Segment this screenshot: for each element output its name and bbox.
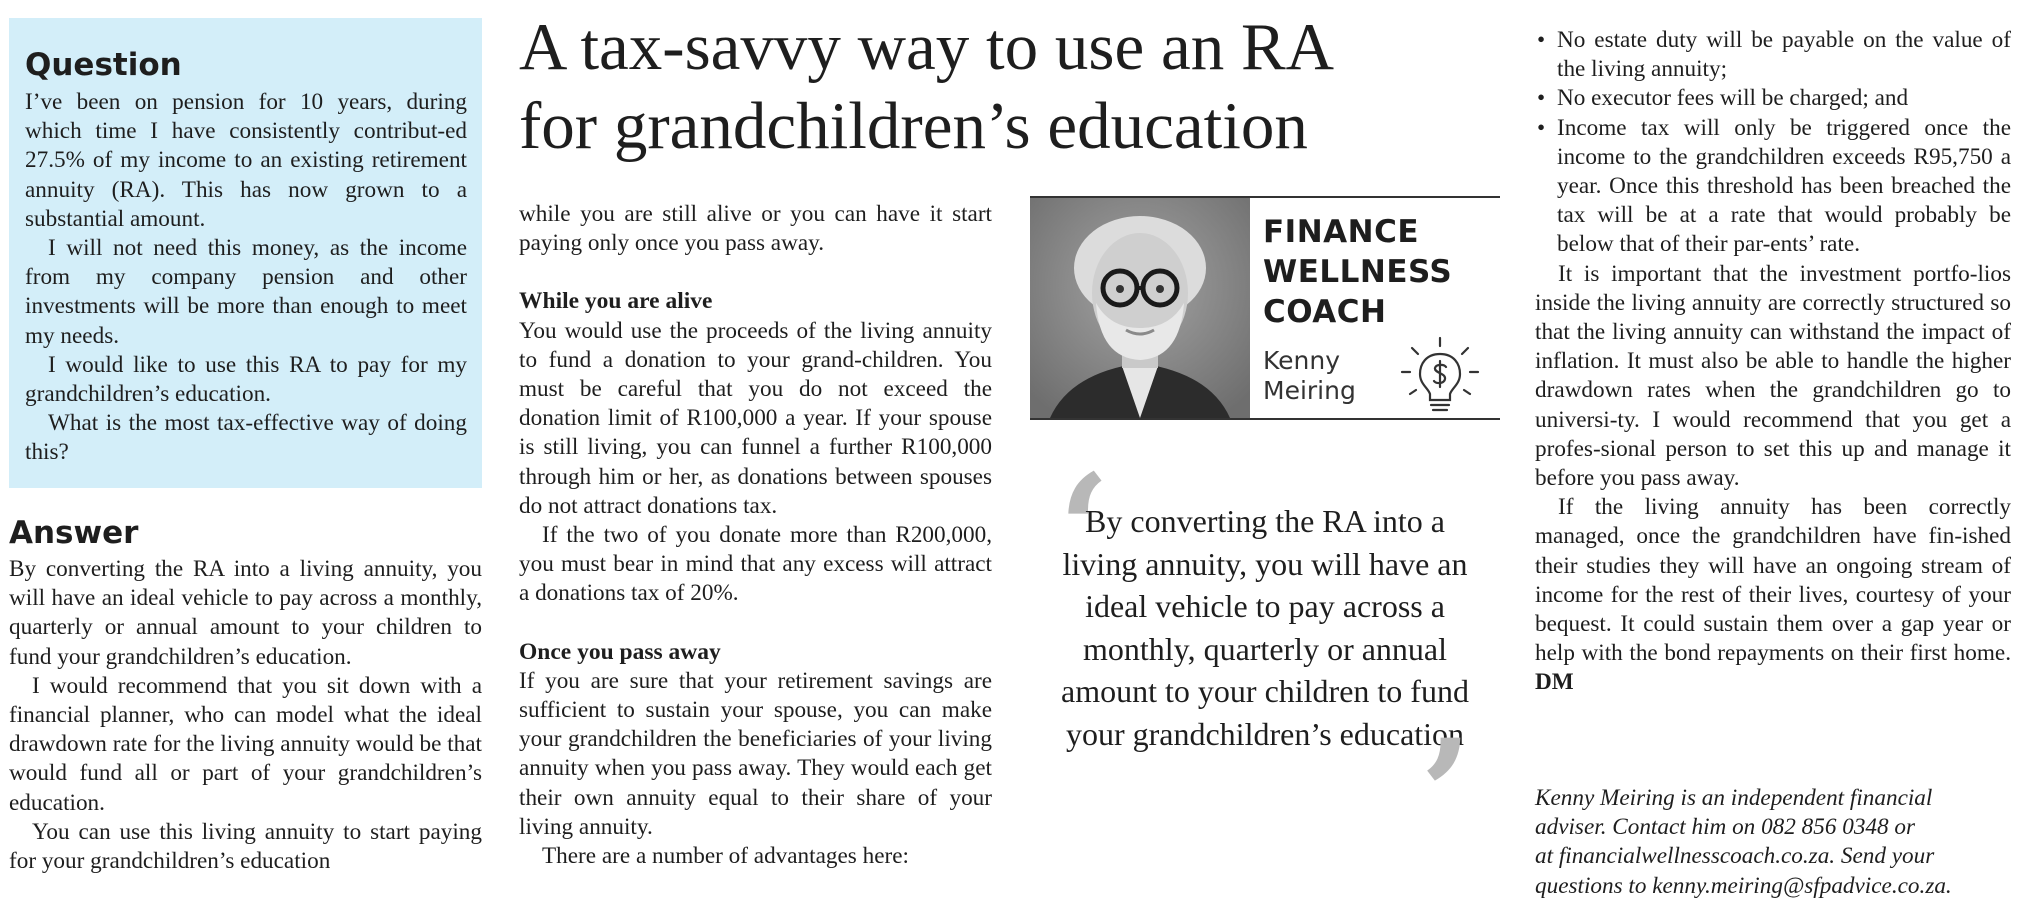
columnist-photo <box>1030 198 1250 418</box>
column-title-line: FINANCE <box>1263 214 1420 250</box>
question-heading: Question <box>25 47 182 83</box>
bio-line: Kenny Meiring is an independent financial <box>1535 785 1933 811</box>
subheading-once-pass-away: Once you pass away <box>519 638 721 665</box>
columnist-first-name: Kenny <box>1263 346 1341 375</box>
quote-close-mark: ’ <box>1420 707 1473 883</box>
bio-line: adviser. Contact him on 082 856 0348 or <box>1535 814 1916 841</box>
answer-paragraph: By converting the RA into a living annuity, you will have an ideal vehicle to pay across a monthly, quarterly or annual amount to your children to fund your grandchildren’s education. <box>9 556 482 670</box>
column-title <box>1263 212 1452 332</box>
body-paragraph: There are a number of advantages here: <box>542 843 909 870</box>
columnist-name <box>1263 346 1356 406</box>
answer-body <box>9 555 482 876</box>
column-title-line: WELLNESS <box>1263 254 1453 290</box>
list-item: • No executor fees will be charged; and <box>1535 84 2011 113</box>
body-column-2 <box>519 200 992 871</box>
body-paragraph: You would use the proceeds of the living annuity to fund a donation to your grand-children. You must be careful that you do not exceed the donation limit of R100,000 a year. If your spouse is still living, you can funnel a further R100,000 through him or her, as donations between spouses do not attract donations tax. <box>519 317 992 519</box>
question-paragraph: What is the most tax-effective way of doing this? <box>25 410 467 466</box>
body-paragraph: It is important that the investment portfo-lios inside the living annuity are correctly structured so that the living annuity can withstand the impact of inflation. It must also be able to handle the higher drawdown rates when the grandchildren go to universi-ty. I would recommend that you get a profes-sional person to set this up and manage it before you pass away. <box>1535 260 2011 492</box>
continuation-paragraph: while you are still alive or you can have it start paying only once you pass away. <box>519 201 992 257</box>
columnist-banner <box>1030 196 1500 420</box>
headline-line-2: for grandchildren’s education <box>519 89 1308 163</box>
bio-line: questions to kenny.meiring@sfpadvice.co.za. <box>1535 872 1952 899</box>
subheading-while-alive: While you are alive <box>519 288 713 315</box>
list-item: • Income tax will only be triggered once the income to the grandchildren exceeds R95,750 a year. Once this threshold has been breached the tax will be at a rate that would probably be below that of their par-ents’ rate. <box>1537 114 2011 258</box>
signoff: DM <box>1535 669 1574 696</box>
columnist-last-name: Meiring <box>1263 376 1356 405</box>
pull-quote: By converting the RA into a living annuity, you will have an ideal vehicle to pay across a monthly, quarterly or annual amount to your children to fund your grandchildren’s education <box>1061 503 1469 752</box>
list-item: • No estate duty will be payable on the value of the living annuity; <box>1537 27 2011 83</box>
advantages-list <box>1535 26 2011 260</box>
answer-heading: Answer <box>9 515 139 551</box>
body-paragraph: If you are sure that your retirement savings are sufficient to sustain your spouse, you can make your grandchildren the beneficiaries of your living annuity when you pass away. They would each get their own annuity equal to their share of your living annuity. <box>519 667 992 840</box>
question-paragraph: I will not need this money, as the income from my company pension and other investments will be more than enough to meet my needs. <box>25 235 467 349</box>
portrait-photo-icon <box>1030 198 1250 418</box>
question-paragraph: I’ve been on pension for 10 years, during which time I have consistently contribut-ed 27.5% of my income to an existing retirement annuity (RA). This has now grown to a substantial amount. <box>25 89 467 232</box>
bullet-icon: • <box>1537 27 1546 53</box>
bio-line: at financialwellnesscoach.co.za. Send your <box>1535 843 1935 870</box>
body-column-4 <box>1535 26 2011 698</box>
question-box <box>9 18 482 488</box>
column-title-line: COACH <box>1263 294 1387 330</box>
question-paragraph: I would like to use this RA to pay for my grandchildren’s education. <box>25 351 467 408</box>
quote-open-mark: ‘ <box>1058 442 1111 618</box>
lightbulb-dollar-icon <box>1398 334 1482 418</box>
closing-paragraph: If the living annuity has been correctly managed, once the grandchildren have fin-ished their studies they will have an ongoing stream of income for the rest of their lives, courtesy of your bequest. It could sustain them over a gap year or help with the bond repayments on their first home. DM <box>1535 494 2011 696</box>
answer-paragraph: You can use this living annuity to start paying for your grandchildren’s education <box>9 818 482 875</box>
headline-line-1: A tax-savvy way to use an RA <box>519 10 1335 84</box>
body-paragraph: If the two of you donate more than R200,000, you must bear in mind that any excess will attract a donations tax of 20%. <box>519 522 992 607</box>
answer-paragraph: I would recommend that you sit down with a financial planner, who can model what the ideal drawdown rate for the living annuity would be that would fund all or part of your grandchildren’s education. <box>9 672 482 816</box>
bullet-icon: • <box>1537 85 1546 112</box>
author-bio <box>1535 784 2011 901</box>
article-headline <box>519 8 1479 166</box>
bullet-icon: • <box>1537 114 1546 141</box>
